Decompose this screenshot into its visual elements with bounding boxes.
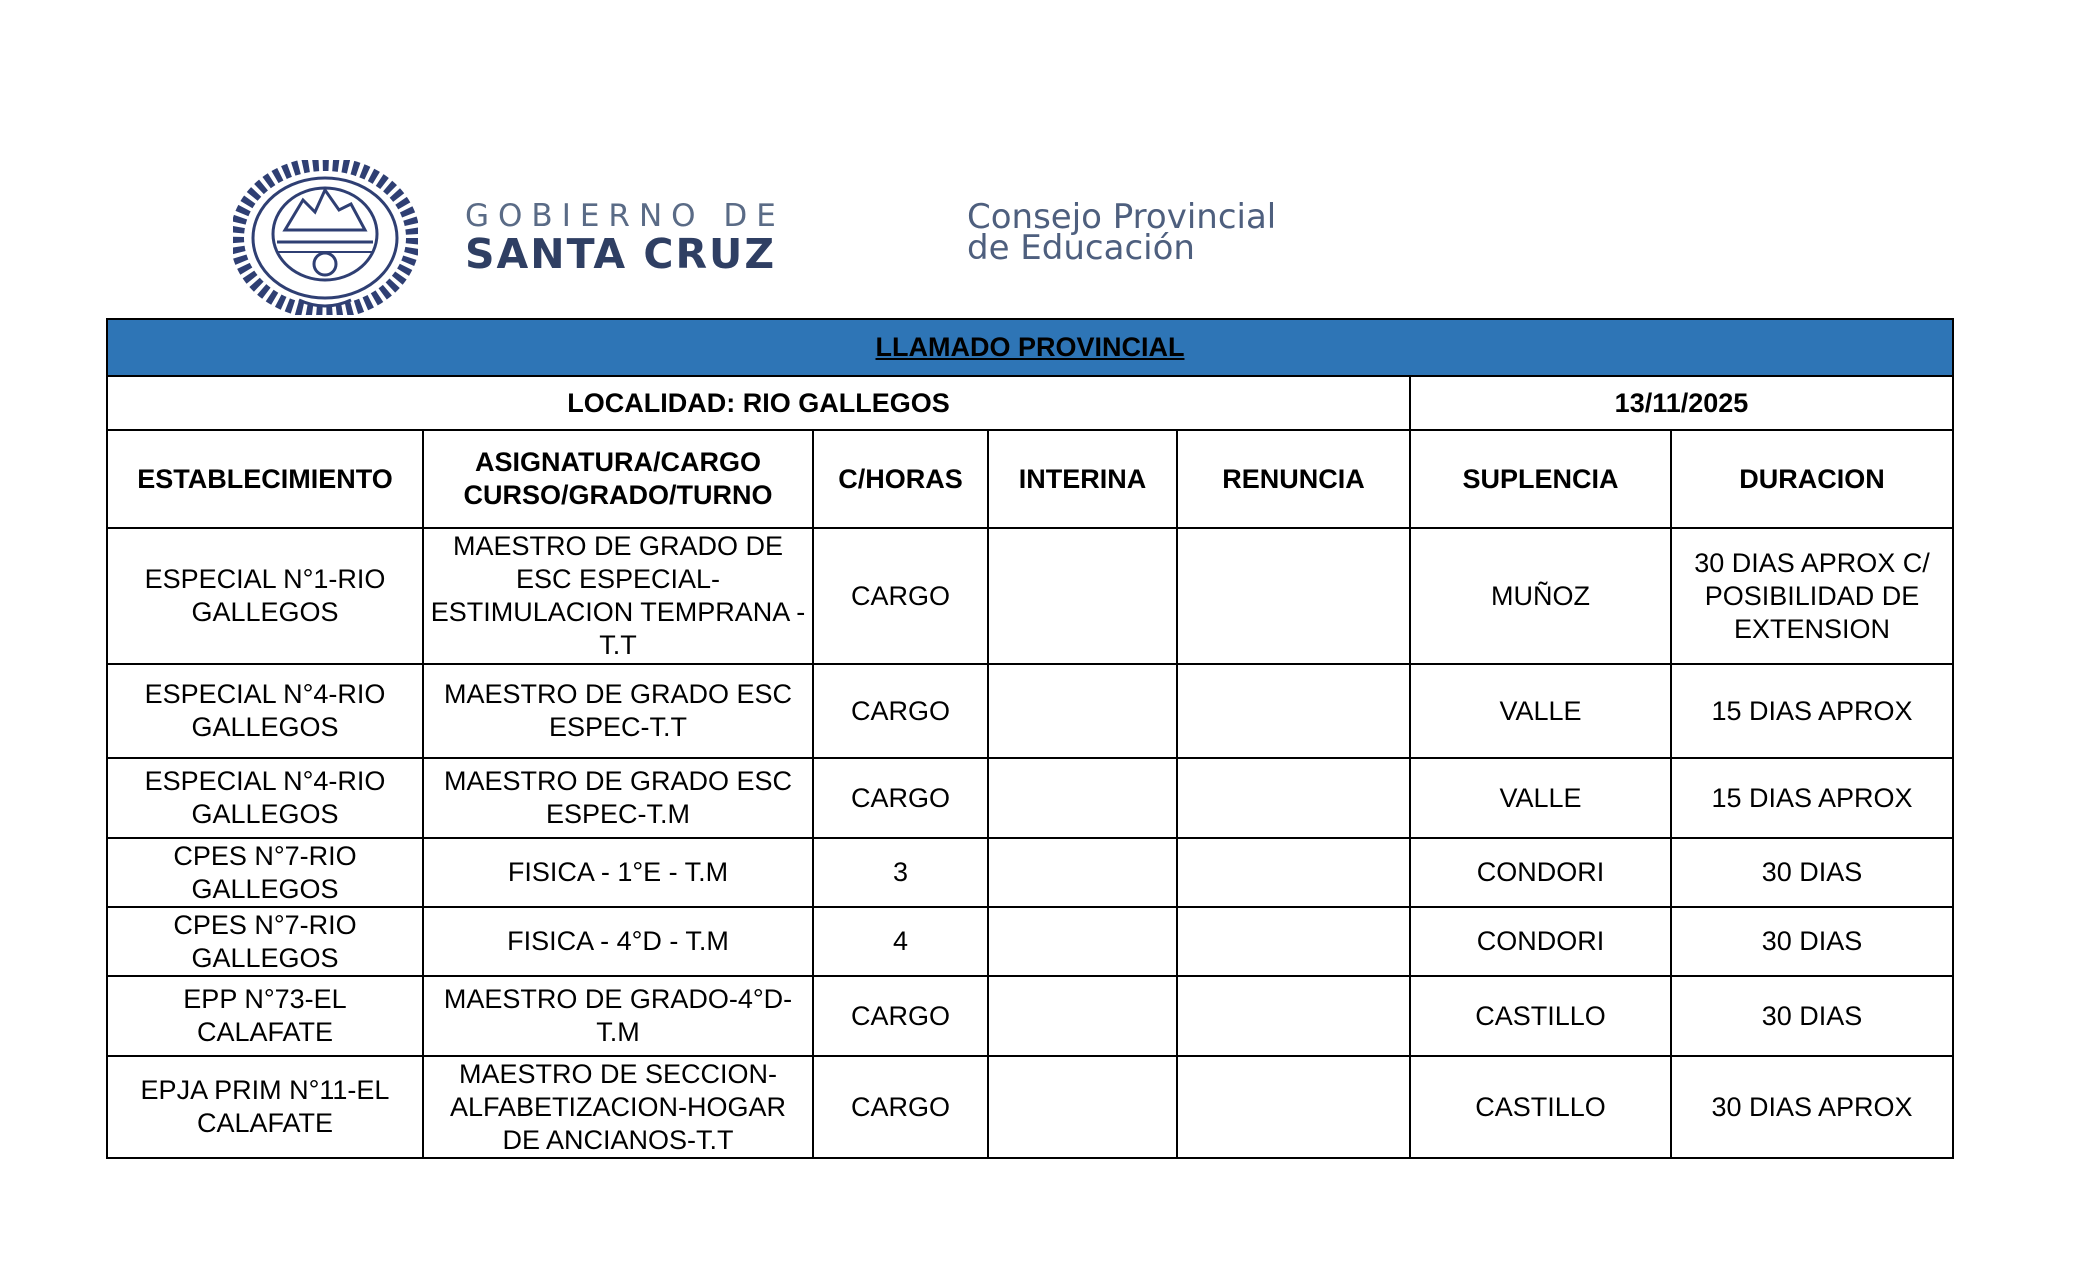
- document-header: [230, 160, 1430, 320]
- cell-horas: 3: [813, 838, 988, 907]
- table-row: [107, 1056, 1953, 1158]
- cell-establecimiento: CPES N°7-RIO GALLEGOS: [107, 907, 423, 976]
- cell-establecimiento: EPP N°73-EL CALAFATE: [107, 976, 423, 1056]
- cell-renuncia: [1177, 664, 1410, 758]
- cell-suplencia: MUÑOZ: [1410, 528, 1671, 664]
- table-row: [107, 838, 1953, 907]
- cell-suplencia: CONDORI: [1410, 907, 1671, 976]
- locality-label: LOCALIDAD: RIO GALLEGOS: [107, 376, 1410, 430]
- cell-asignatura: FISICA - 1°E - T.M: [423, 838, 813, 907]
- cell-renuncia: [1177, 1056, 1410, 1158]
- table-row: [107, 664, 1953, 758]
- government-line-2: SANTA CRUZ: [465, 230, 777, 278]
- council-line-2: de Educación: [967, 228, 1195, 268]
- cell-renuncia: [1177, 976, 1410, 1056]
- government-logo-text: [465, 200, 785, 276]
- column-header-row: [107, 430, 1953, 528]
- cell-horas: CARGO: [813, 976, 988, 1056]
- cell-asignatura: MAESTRO DE GRADO DE ESC ESPECIAL-ESTIMULACION TEMPRANA - T.T: [423, 528, 813, 664]
- cell-duracion: 30 DIAS APROX C/ POSIBILIDAD DE EXTENSION: [1671, 528, 1953, 664]
- table-row: [107, 907, 1953, 976]
- column-header-interina: INTERINA: [988, 430, 1177, 528]
- council-line-1: Consejo Provincial: [967, 197, 1277, 237]
- cell-renuncia: [1177, 758, 1410, 838]
- cell-duracion: 15 DIAS APROX: [1671, 664, 1953, 758]
- cell-suplencia: CASTILLO: [1410, 976, 1671, 1056]
- cell-asignatura: MAESTRO DE GRADO ESC ESPEC-T.M: [423, 758, 813, 838]
- cell-asignatura: MAESTRO DE SECCION-ALFABETIZACION-HOGAR DE ANCIANOS-T.T: [423, 1056, 813, 1158]
- cell-interina: [988, 664, 1177, 758]
- cell-interina: [988, 838, 1177, 907]
- cell-horas: CARGO: [813, 528, 988, 664]
- cell-horas: CARGO: [813, 758, 988, 838]
- cell-renuncia: [1177, 838, 1410, 907]
- cell-duracion: 30 DIAS APROX: [1671, 1056, 1953, 1158]
- table-row: [107, 758, 1953, 838]
- table-row: [107, 528, 1953, 664]
- cell-horas: CARGO: [813, 1056, 988, 1158]
- cell-duracion: 30 DIAS: [1671, 976, 1953, 1056]
- cell-interina: [988, 528, 1177, 664]
- call-date: 13/11/2025: [1410, 376, 1953, 430]
- cell-suplencia: VALLE: [1410, 758, 1671, 838]
- cell-establecimiento: ESPECIAL N°4-RIO GALLEGOS: [107, 664, 423, 758]
- cell-asignatura: MAESTRO DE GRADO ESC ESPEC-T.T: [423, 664, 813, 758]
- cell-renuncia: [1177, 907, 1410, 976]
- cell-duracion: 30 DIAS: [1671, 907, 1953, 976]
- cell-asignatura: MAESTRO DE GRADO-4°D-T.M: [423, 976, 813, 1056]
- cell-asignatura: FISICA - 4°D - T.M: [423, 907, 813, 976]
- cell-suplencia: CASTILLO: [1410, 1056, 1671, 1158]
- cell-renuncia: [1177, 528, 1410, 664]
- table-row: [107, 976, 1953, 1056]
- cell-interina: [988, 1056, 1177, 1158]
- cell-horas: CARGO: [813, 664, 988, 758]
- government-line-1: GOBIERNO DE: [465, 198, 785, 234]
- cell-duracion: 15 DIAS APROX: [1671, 758, 1953, 838]
- cell-suplencia: CONDORI: [1410, 838, 1671, 907]
- provincial-call-table: [106, 318, 1954, 1159]
- cell-interina: [988, 976, 1177, 1056]
- cell-establecimiento: ESPECIAL N°1-RIO GALLEGOS: [107, 528, 423, 664]
- cell-duracion: 30 DIAS: [1671, 838, 1953, 907]
- cell-establecimiento: ESPECIAL N°4-RIO GALLEGOS: [107, 758, 423, 838]
- column-header-horas: C/HORAS: [813, 430, 988, 528]
- table-title: LLAMADO PROVINCIAL: [107, 319, 1953, 376]
- cell-suplencia: VALLE: [1410, 664, 1671, 758]
- cell-establecimiento: CPES N°7-RIO GALLEGOS: [107, 838, 423, 907]
- santa-cruz-seal-icon: [233, 160, 418, 315]
- cell-horas: 4: [813, 907, 988, 976]
- column-header-renuncia: RENUNCIA: [1177, 430, 1410, 528]
- column-header-duracion: DURACION: [1671, 430, 1953, 528]
- cell-interina: [988, 758, 1177, 838]
- column-header-asignatura: ASIGNATURA/CARGO CURSO/GRADO/TURNO: [423, 430, 813, 528]
- column-header-establecimiento: ESTABLECIMIENTO: [107, 430, 423, 528]
- cell-establecimiento: EPJA PRIM N°11-EL CALAFATE: [107, 1056, 423, 1158]
- cell-interina: [988, 907, 1177, 976]
- council-logo-text: [967, 197, 1277, 268]
- column-header-suplencia: SUPLENCIA: [1410, 430, 1671, 528]
